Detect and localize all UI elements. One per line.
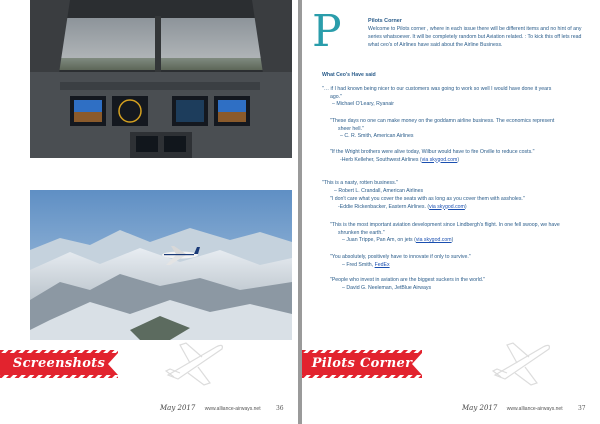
quote-author: – Fred Smith, bbox=[342, 261, 374, 268]
quote-author-line: -Eddie Rickenbacker, Eastern Airlines. (via skygod.com) bbox=[338, 203, 467, 210]
section-heading: What Ceo's Have said bbox=[322, 72, 376, 78]
quote-text: "This is the most important aviation development since Lindbergh's flight. In one fell swoop, we have shrunken the earth." bbox=[330, 222, 560, 236]
link-suffix: ) bbox=[457, 156, 460, 163]
right-page bbox=[302, 0, 600, 424]
issue-date: May 2017 bbox=[160, 404, 196, 412]
quote-item bbox=[330, 254, 560, 269]
source-link[interactable]: FedEx bbox=[374, 261, 390, 268]
website-link[interactable]: www.alliance-airways.net bbox=[204, 406, 261, 412]
quote-item bbox=[330, 222, 560, 245]
source-link[interactable]: via skygod.com bbox=[429, 203, 465, 210]
intro-paragraph: Welcome to Pilots corner , where in each issue there will be different items and no hint of any series whatsoever. It will be completely random but Aviation related. : To kick this off lets read what ceo's of Airlines have said about the Airline Business. bbox=[368, 26, 582, 48]
quote-item bbox=[330, 118, 560, 141]
source-link[interactable]: via skygod.com bbox=[415, 237, 452, 243]
quote-author: – C. R. Smith, American Airlines bbox=[340, 133, 414, 139]
drop-cap: P bbox=[312, 6, 342, 57]
pilots-corner-banner bbox=[302, 350, 422, 378]
quote-item bbox=[330, 196, 570, 211]
quote-author: – David G. Neeleman, JetBlue Airways bbox=[342, 284, 432, 291]
airplane-watermark-icon bbox=[487, 335, 557, 387]
quote-item bbox=[330, 277, 560, 292]
quote-item bbox=[330, 149, 560, 164]
cockpit-screenshot bbox=[30, 0, 292, 158]
page-footer bbox=[160, 404, 284, 412]
issue-date: May 2017 bbox=[462, 404, 498, 412]
quote-text: "I don't care what you cover the seats with as long as you cover them with assholes." bbox=[330, 196, 525, 202]
website-link[interactable]: www.alliance-airways.net bbox=[506, 406, 563, 412]
quote-text: "… if I had known being nicer to our customers was going to work so well I would have done it years ago." bbox=[322, 86, 552, 100]
link-suffix: ) bbox=[464, 203, 467, 210]
quote-author: -Herb Kelleher, Southwest Airlines bbox=[340, 156, 419, 163]
airplane-watermark-icon bbox=[160, 335, 230, 387]
quote-author-line: -Herb Kelleher, Southwest Airlines (via skygod.com) bbox=[340, 156, 460, 163]
quote-author: – Robert L. Crandall, American Airlines bbox=[334, 187, 424, 194]
page-footer bbox=[462, 404, 586, 412]
quote-author-line: – Juan Trippe, Pan Am, on jets (via skygod.com) bbox=[342, 237, 454, 243]
left-page bbox=[0, 0, 298, 424]
quote-item bbox=[322, 86, 552, 109]
quote-author: – Juan Trippe, Pan Am, on jets bbox=[342, 237, 413, 243]
article-title: Pilots Corner bbox=[368, 18, 402, 24]
quote-author: -Eddie Rickenbacker, Eastern Airlines. bbox=[338, 203, 426, 210]
quote-text: "People who invest in aviation are the biggest suckers in the world." bbox=[330, 277, 486, 283]
scenery-screenshot bbox=[30, 190, 292, 340]
page-number: 36 bbox=[275, 405, 284, 412]
quote-author: – Michael O'Leary, Ryanair bbox=[332, 101, 395, 107]
source-link[interactable]: via skygod.com bbox=[421, 156, 458, 163]
quote-text: "If the Wright brothers were alive today, Wilbur would have to fire Orville to reduce costs." bbox=[330, 149, 535, 155]
quote-text: "This is a nasty, rotten business." bbox=[322, 180, 398, 186]
page-number: 37 bbox=[577, 405, 586, 412]
quote-item bbox=[322, 180, 552, 195]
quote-text: "These days no one can make money on the goddamn airline business. The economics represent sheer hell." bbox=[330, 118, 555, 132]
banner-label: Screenshots bbox=[12, 356, 106, 371]
quote-text: "You absolutely, positively have to innovate if only to survive." bbox=[330, 254, 471, 260]
banner-label: Pilots Corner bbox=[311, 356, 413, 371]
screenshots-banner bbox=[0, 350, 118, 378]
link-suffix: ) bbox=[451, 237, 454, 243]
quote-author-line bbox=[330, 262, 560, 270]
